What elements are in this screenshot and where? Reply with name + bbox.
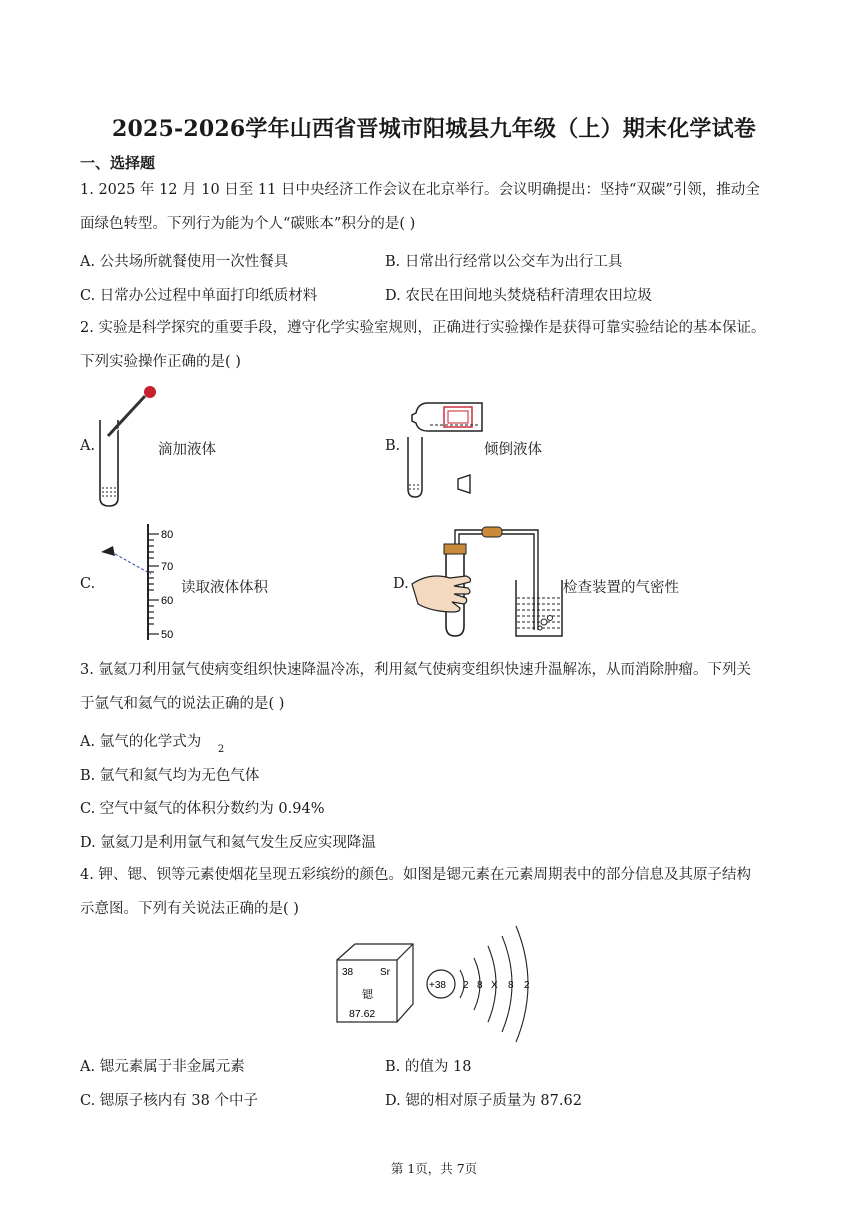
q2-option-d-letter[interactable]: D. (393, 576, 409, 592)
q1-option-b[interactable]: B. 日常出行经常以公交车为出行工具 (385, 254, 623, 270)
q2-option-d-label: 检查装置的气密性 (563, 580, 679, 596)
q2-option-c-letter[interactable]: C. (80, 576, 96, 592)
q4-option-c[interactable]: C. 锶原子核内有 38 个中子 (80, 1093, 258, 1109)
q4-stem-line2: 示意图。下列有关说法正确的是( ) (80, 901, 299, 917)
page-title: 2025-2026学年山西省晋城市阳城县九年级（上）期末化学试卷 (112, 116, 756, 142)
element-mass: 87.62 (349, 1008, 376, 1020)
q2-option-b-label: 倾倒液体 (484, 442, 542, 458)
q2-option-a-label: 滴加液体 (158, 442, 216, 458)
q4-option-b[interactable]: B. 的值为 18 (385, 1059, 472, 1075)
q3-stem-line2: 于氩气和氦气的说法正确的是( ) (80, 696, 285, 712)
atom-structure-diagram (424, 922, 544, 1042)
q2-option-c-label: 读取液体体积 (181, 580, 268, 596)
element-symbol: Sr (380, 967, 390, 978)
section-heading: 一、选择题 (80, 154, 156, 172)
q3-option-d[interactable]: D. 氩氦刀是利用氩气和氦气发生反应实现降温 (80, 835, 376, 851)
cylinder-figure (95, 522, 185, 642)
tick-label-50: 50 (161, 629, 174, 641)
q4-stem-line1: 4. 钾、锶、钡等元素使烟花呈现五彩缤纷的颜色。如图是锶元素在元素周期表中的部分信息及其原子结构 (80, 867, 751, 883)
page-footer: 第 1页，共 7页 (390, 1161, 478, 1176)
shell-5-count: 2 (524, 980, 530, 991)
q2-option-a-letter[interactable]: A. (80, 438, 96, 454)
shell-3-count: X (491, 980, 498, 991)
q2-option-b-letter[interactable]: B. (385, 438, 401, 454)
q1-stem-line1: 1. 2025 年 12 月 10 日至 11 日中央经济工作会议在北京举行。会议明确提出：坚持“双碳”引领，推动全 (80, 182, 760, 198)
q4-option-a[interactable]: A. 锶元素属于非金属元素 (80, 1059, 245, 1075)
pouring-figure (400, 385, 490, 505)
shell-1-count: 2 (463, 980, 469, 991)
shell-2-count: 8 (477, 980, 483, 991)
q4-option-d[interactable]: D. 锶的相对原子质量为 87.62 (385, 1093, 582, 1109)
q3-stem-line1: 3. 氩氦刀利用氩气使病变组织快速降温冷冻，利用氦气使病变组织快速升温解冻，从而消除肿瘤。下列关 (80, 662, 751, 678)
tick-label-60: 60 (161, 595, 174, 607)
airtightness-figure (410, 522, 570, 642)
q3-option-c[interactable]: C. 空气中氦气的体积分数约为 0.94% (80, 801, 325, 817)
element-name: 锶 (362, 988, 373, 1001)
q1-stem-line2: 面绿色转型。下列行为能为个人“碳账本”积分的是( ) (80, 216, 416, 232)
q2-stem-line1: 2. 实验是科学探究的重要手段，遵守化学实验室规则，正确进行实验操作是获得可靠实验结论的基本保证。 (80, 320, 766, 336)
q3-option-a[interactable] (80, 730, 225, 755)
q3-option-a-text: A. 氩气的化学式为 (80, 734, 202, 750)
tick-label-70: 70 (161, 561, 174, 573)
q2-stem-line2: 下列实验操作正确的是( ) (80, 354, 241, 370)
element-card (335, 942, 415, 1024)
shell-4-count: 8 (508, 980, 514, 991)
q3-option-b[interactable]: B. 氩气和氦气均为无色气体 (80, 768, 260, 784)
tick-label-80: 80 (161, 529, 174, 541)
q1-option-d[interactable]: D. 农民在田间地头焚烧秸秆清理农田垃圾 (385, 288, 652, 304)
nucleus-label: +38 (429, 980, 446, 991)
element-number: 38 (342, 967, 354, 978)
q3-option-a-subscript: 2 (217, 744, 225, 755)
q1-option-c[interactable]: C. 日常办公过程中单面打印纸质材料 (80, 288, 318, 304)
q1-option-a[interactable]: A. 公共场所就餐使用一次性餐具 (80, 254, 289, 270)
